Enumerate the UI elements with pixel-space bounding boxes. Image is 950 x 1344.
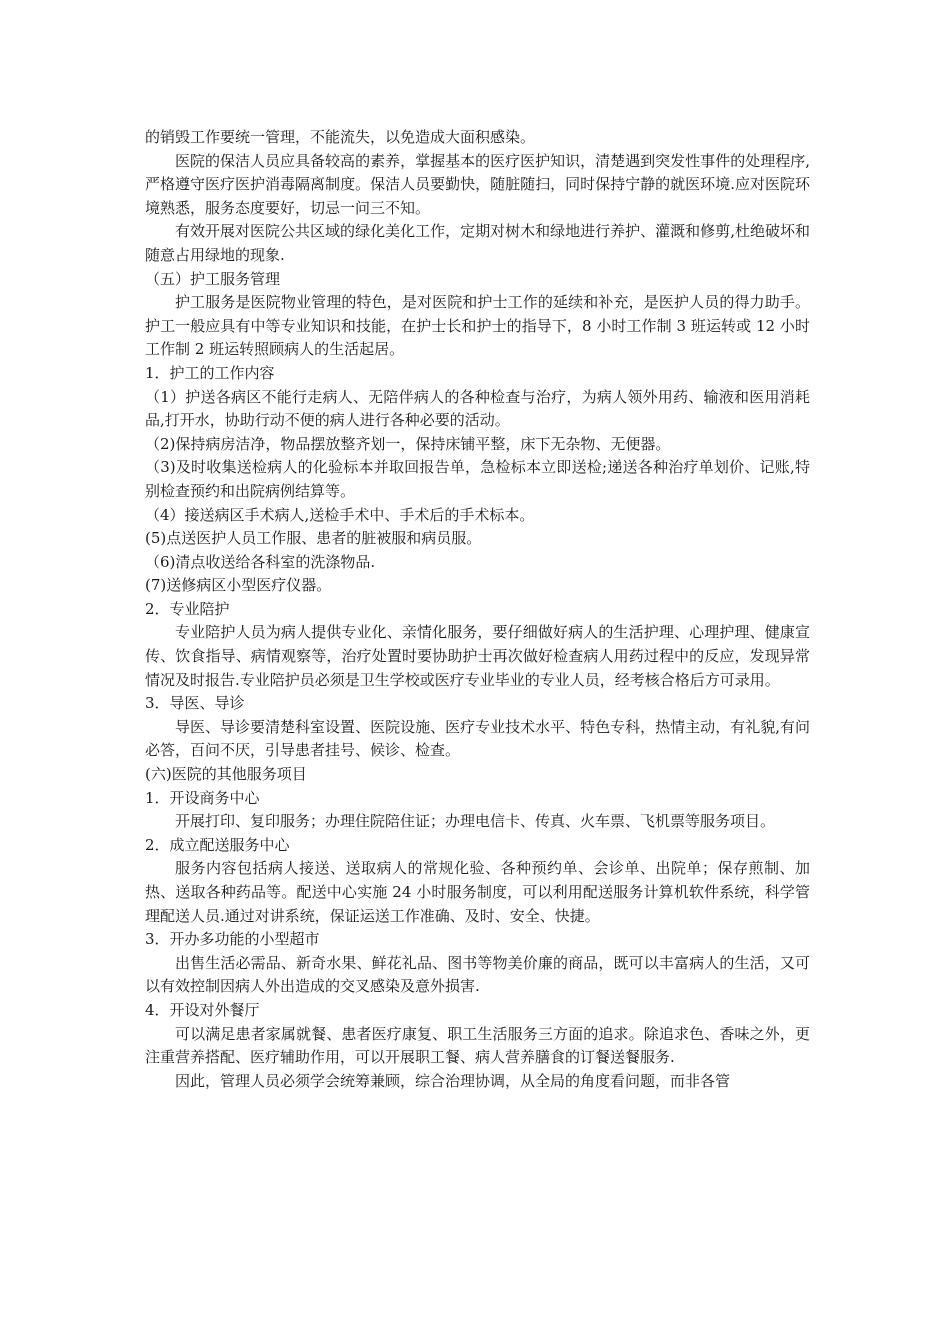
list-item-6: （6)清点收送给各科室的洗涤物品.: [145, 552, 376, 571]
list-item-1: （1）护送各病区不能行走病人、无陪伴病人的各种检查与治疗，为病人领外用药、输液和医用消耗品,打开水，协助行动不便的病人进行各种必要的活动。: [145, 387, 810, 430]
list-item-5: (5)点送医护人员工作服、患者的脏被服和病员服。: [145, 529, 482, 548]
paragraph-6: 导医、导诊要清楚科室设置、医院设施、医疗专业技术水平、特色专科，热情主动，有礼貌,有问必答，百问不厌，引导患者挂号、候诊、检查。: [145, 717, 810, 760]
document-body: [145, 126, 810, 1093]
paragraph-10: 可以满足患者家属就餐、患者医疗康复、职工生活服务三方面的追求。除追求色、香味之外，更注重营养搭配、医疗辅助作用，可以开展职工餐、病人营养膳食的订餐送餐服务.: [145, 1024, 810, 1067]
subheading-5: 2．成立配送服务中心: [145, 835, 290, 854]
paragraph-8: 服务内容包括病人接送、送取病人的常规化验、各种预约单、会诊单、出院单；保存煎制、加热、送取各种药品等。配送中心实施 24 小时服务制度，可以利用配送服务计算机软件系统，科学管理配送人员.通过对讲系统，保证运送工作准确、及时、安全、快捷。: [145, 859, 810, 925]
list-item-2: （2)保持病房洁净，物品摆放整齐划一，保持床铺平整，床下无杂物、无便器。: [145, 434, 671, 453]
paragraph-1: 的销毁工作要统一管理，不能流失，以免造成大面积感染。: [145, 128, 536, 146]
list-item-3: （3)及时收集送检病人的化验标本并取回报告单，急检标本立即送检;递送各种治疗单划价、记账,特别检查预约和出院病例结算等。: [145, 458, 810, 500]
subheading-1: 1．护工的工作内容: [145, 363, 275, 382]
paragraph-5: 专业陪护人员为病人提供专业化、亲情化服务，要仔细做好病人的生活护理、心理护理、健康宣传、饮食指导、病情观察等，治疗处置时要协助护士再次做好检查病人用药过程中的反应，发现异常情况及时报告.专业陪护员必须是卫生学校或医疗专业毕业的专业人员，经考核合格后方可录用。: [145, 623, 810, 689]
paragraph-2: 医院的保洁人员应具备较高的素养，掌握基本的医疗医护知识，清楚遇到突发性事件的处理程序,严格遵守医疗医护消毒隔离制度。保洁人员要勤快，随脏随扫，同时保持宁静的就医环境.应对医院环境熟悉，服务态度要好，切忌一问三不知。: [145, 151, 810, 217]
section-heading-5: （五）护工服务管理: [145, 269, 281, 288]
list-item-7: (7)送修病区小型医疗仪器。: [145, 576, 332, 595]
paragraph-4: 护工服务是医院物业管理的特色，是对医院和护士工作的延续和补充，是医护人员的得力助手。护工一般应具有中等专业知识和技能，在护士长和护士的指导下，8 小时工作制 3 班运转或 12 小时工作制 2 班运转照顾病人的生活起居。: [145, 293, 810, 359]
subheading-6: 3．开办多功能的小型超市: [145, 930, 320, 949]
subheading-3: 3．导医、导诊: [145, 694, 245, 713]
paragraph-7: 开展打印、复印服务；办理住院陪住证；办理电信卡、传真、火车票、飞机票等服务项目。: [175, 812, 776, 831]
paragraph-9: 出售生活必需品、新奇水果、鲜花礼品、图书等物美价廉的商品，既可以丰富病人的生活，又可以有效控制因病人外出造成的交叉感染及意外损害.: [145, 953, 810, 996]
paragraph-11: 因此，管理人员必须学会统筹兼顾，综合治理协调，从全局的角度看问题，而非各管: [175, 1071, 731, 1090]
section-heading-6: (六)医院的其他服务项目: [145, 765, 307, 784]
subheading-2: 2．专业陪护: [145, 599, 230, 618]
paragraph-3: 有效开展对医院公共区域的绿化美化工作，定期对树木和绿地进行养护、灌溉和修剪,杜绝破坏和随意占用绿地的现象.: [145, 222, 810, 264]
subheading-4: 1．开设商务中心: [145, 788, 260, 807]
subheading-7: 4．开设对外餐厅: [145, 1000, 260, 1019]
list-item-4: （4）接送病区手术病人,送检手术中、手术后的手术标本。: [145, 505, 535, 524]
